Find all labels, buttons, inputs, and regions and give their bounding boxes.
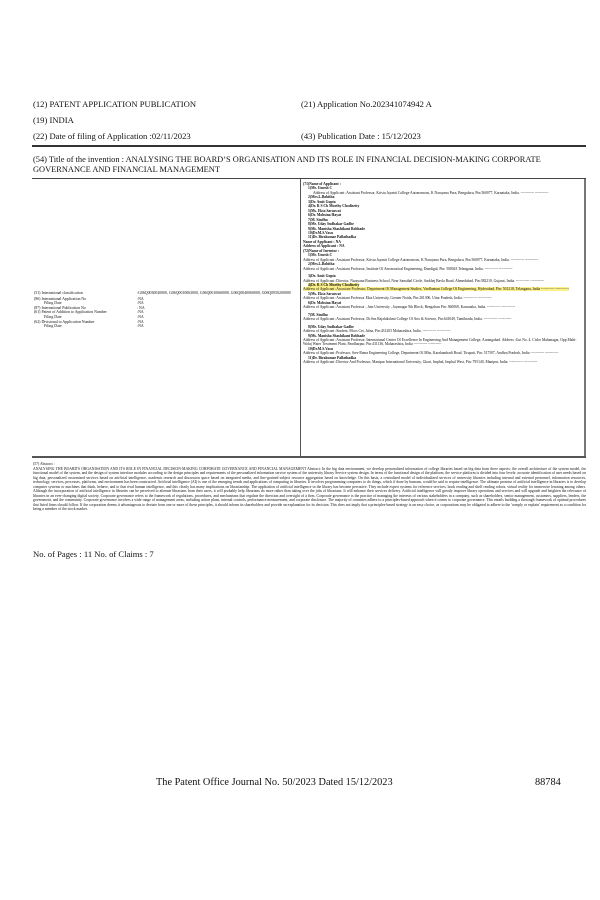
bibliographic-data (34, 291, 299, 329)
country: (19) INDIA (33, 115, 74, 125)
page-number: 88784 (535, 777, 561, 788)
applicant-name: 2)Mrs.L.Bobitha (308, 195, 335, 200)
applicant-name: 3)Dr. Amit Gupta (308, 199, 336, 204)
other-applicant-address: Address of Applicant : NA (303, 244, 345, 249)
applicant-name: 5)Ms. Ekta Saraswat (308, 208, 341, 213)
publication-type: (12) PATENT APPLICATION PUBLICATION (33, 99, 197, 109)
other-applicant-name: Name of Applicant : NA (303, 239, 341, 244)
inventor-entry: 6)Dr. Mohsina Hayat Address of Applicant :Assistant Professor , Jain University , Jayanagar 9th Block, Bengaluru Pin: 560069, Karnataka, India. ----------- ----------- (303, 300, 515, 310)
inventor-entry: 5)Ms. Ekta Saraswat Address of Applicant :Assistant Professor Ekta University, Greater Noida, Pin:201306, Uttar Pradesh, India. ----------- ----------- (303, 291, 492, 301)
bib-row: (87) International Publication No : NA (34, 305, 145, 310)
inventor-entry-highlighted: 4)Dr. R S Ch Murthy Chodisetty Address of Applicant :Associate Professor, Department Of Management Studies, Vardhaman College Of Engineering, Hyderabad, Pin: 501218, Telangana, India ----------- ----------- (303, 282, 569, 292)
bib-row: (86) International Application No :NA (34, 296, 144, 301)
applicant-name: 7)M. Sindhu (308, 217, 328, 222)
filing-date: (22) Date of filing of Application :02/11/2023 (33, 131, 191, 141)
applicant-address: Address of Applicant :Assistant Professor, Kristu Jayanti College Autonomous, K Narayana Pura, Bengaluru, Pin:560077, Karnataka, India. ----------- ----------- (313, 190, 549, 195)
inventor-entry: 9)Ms. Manisha Shashikant Bobhade Address of Applicant :Assistant Professor, International Center Of Excellence In Engineering And Management College, Aurangabad. Address :Gut No. 4, Cidco Mahanagar, Opp Mahi-Waluj Water Treatment Plant, Pandharpur, Pin:431136, Maharashtra, India ----------- ----------- (303, 333, 577, 347)
inventor-entry: 1)Mr. Umesh C Address of Applicant :Assistant Professor, Kristu Jayanti College Autonomous, K Narayana Pura, Bengaluru, Pin:560077, Karnataka, India. ----------- ----------- (303, 253, 539, 262)
applicant-name: 6)Dr. Mohsina Hayat (308, 213, 342, 218)
applicants-inventors (303, 182, 583, 365)
highlighted-address: Address of Applicant :Associate Professor, Department Of Management Studies, Vardhaman College Of Engineering, Hyderabad, Pin: 501218, Telangana, India ----------- ----------- (303, 287, 569, 292)
bib-row: Filing Date :NA (44, 301, 144, 306)
page-claim-counts: No. of Pages : 11 No. of Claims : 7 (33, 549, 154, 559)
applicant-name: 8)Mr. Uday Sudhakar Gadhe (308, 222, 354, 227)
inventor-entry: 2)Mrs.L.Bobitha Address of Applicant :Assistant Professor, Institute Of Aeronautical Engineering, Dundigal, Pin: 500043 Telangana, India. ----------- ----------- (303, 262, 513, 271)
inventor-entry: 11)Dr. Birakumar Pallathadka Address of Applicant :Director And Professor, Manipur International University, Ghari, Imphal, Imphal West, Pin: 795140, Manipur, India. ----------- ----------- (303, 355, 538, 365)
inventor-entry: 7)M. Sindhu Address of Applicant :Assistant Professor, Dr.Sns Rajalakshmi College Of Arts & Science, Pin:641049, Tamilnadu, India. ----------- ----------- (303, 312, 512, 322)
header-divider (32, 145, 586, 147)
inventor-entry: 8)Mr. Uday Sudhakar Gadhe Address of Applicant :Student, Mcos Cet, Jalna, Pin:431203 Maharashtra, India. ----------- ----------- (303, 324, 451, 334)
bib-row: (61) Patent of Addition to Application Number :NA (34, 310, 144, 315)
inventor-entry: 3)Dr. Amit Gupta Address of Applicant :Director, Narayana Business School, Near Sanathal Circle, Sarkhej Bavla Road, Ahmedabad, Pin:382210, Gujarat, India. ----------- ----------- (303, 274, 544, 283)
journal-footer: The Patent Office Journal No. 50/2023 Dated 15/12/2023 (156, 777, 393, 788)
abstract (33, 462, 586, 512)
bib-row: Filing Date :NA (44, 314, 144, 319)
applicant-name: 9)Ms. Manisha Shashikant Bobhade (308, 226, 365, 231)
bib-row: (62) Divisional to Application Number :NA (34, 319, 144, 324)
invention-title: (54) Title of the invention : ANALYSING THE BOARD’S ORGANISATION AND ITS ROLE IN FINANCIAL DECISION-MAKING CORPORATE GOVERNANCE AND FINANCIAL MANAGEMENT (33, 155, 541, 174)
applicant-name: 10)Dr.M.S.Vasu (308, 230, 333, 235)
abstract-heading: (57) Abstract : (33, 462, 55, 466)
bib-row-classification: (51) International classification :G06Q0030020000, G06Q0010063000, G06Q0010060000, G06Q0040060000, G06Q0050200000 (34, 291, 291, 295)
column-divider (300, 179, 301, 456)
inventor-heading: (72)Name of Inventor : (303, 248, 340, 253)
applicant-name: 11)Dr. Birakumar Pallathadka (308, 235, 357, 240)
bibliographic-table (32, 178, 586, 458)
application-number: (21) Application No.202341074942 A (301, 99, 432, 109)
applicant-heading: (71)Name of Applicant : (303, 182, 341, 186)
inventor-entry: 10)Dr.M.S.Vasu Address of Applicant :Professor, Sree Rama Engineering College, Department Of Mba, Karakambadi Road, Tirupati, Pin: 517507, Andhra Pradesh, India ----------- ----------- (303, 346, 559, 356)
publication-date: (43) Publication Date : 15/12/2023 (301, 131, 421, 141)
applicant-name: 1)Mr. Umesh C (308, 186, 333, 191)
right-border (584, 179, 586, 456)
bib-row: Filing Date :NA (44, 324, 144, 329)
applicant-name: 4)Dr. R S Ch Murthy Chodisetty (308, 204, 360, 209)
abstract-text: ANALYSING THE BOARD'S ORGANISATION AND ITS ROLE IN FINANCIAL DECISION-MAKING CORPORATE GOVERNANCE AND FINANCIAL MANAGEMENT Abstract: In the big data environment, we develop personalized information of college libraries based on big data from three aspects: the overall architecture of the system model, the functional model of the system, and the design of system interface modules according to the design principles and requirements of the personalized information service system of the university library Service system design. In terms of the functional design of the platform, the service platform is divided into four levels: accurate identification of user needs based on big data, personalized customized services based on artificial intelligence, academic research and discussion space based on integrated media, and fine-grained subject resource aggregation based on knowledge. On this basis, a centralized model of individualized services of university libraries including internal and external personnel, information resources, technology, services, processes, platforms, and environment has been constructed. Artificial intelligence (AI) is one of the emerging trends and applications of computing in libraries. It involves programming computers to do things, which if done by humans, would be said to require intelligence. The ultimate promise of artificial intelligence in libraries is to develop computer systems or machines that think, behave, and to that rival human intelligence, and this clearly has many implications on librarianship. The application of artificial intelligence in the library has become pervasive. They include expert systems for reference services, book reading and shelf reading robots, virtual reality for immersive learning among others. Although the incorporation of artificial intelligence in libraries can be perceived to alienate librarians from their users, it will probably help librarians do more rather than taking over the jobs of librarians. It will enhance their services delivery. Artificial intelligence will greatly improve library operations and services and will upgrade and heighten the relevance of libraries in an ever-changing digital society. Corporate governance refers to the framework of regulations, procedures, and mechanisms that regulate the direction and oversight of a firm. Corporate governance is the practice of managing the interests of various stakeholders in a company, such as shareholders, senior management, customers, suppliers, lenders, the government, and the community. Corporate governance involves a wide range of management areas, including action plans, internal controls, performance measurement, and corporate disclosure. The majority of countries adhere to a principles-based approach when it comes to corporate governance. This entails building a thorough framework of optimal procedures that listed firms should follow. If the corporation deems it advantageous to deviate from one or more of these principles, it should inform its shareholders and provide an explanation for its decision. This does not imply that a principles-based strategy is an easy choice, as corporations may be obligated to adhere to the 'comply or explain' requirement as a condition for being a member of the stock market. (33, 466, 586, 511)
